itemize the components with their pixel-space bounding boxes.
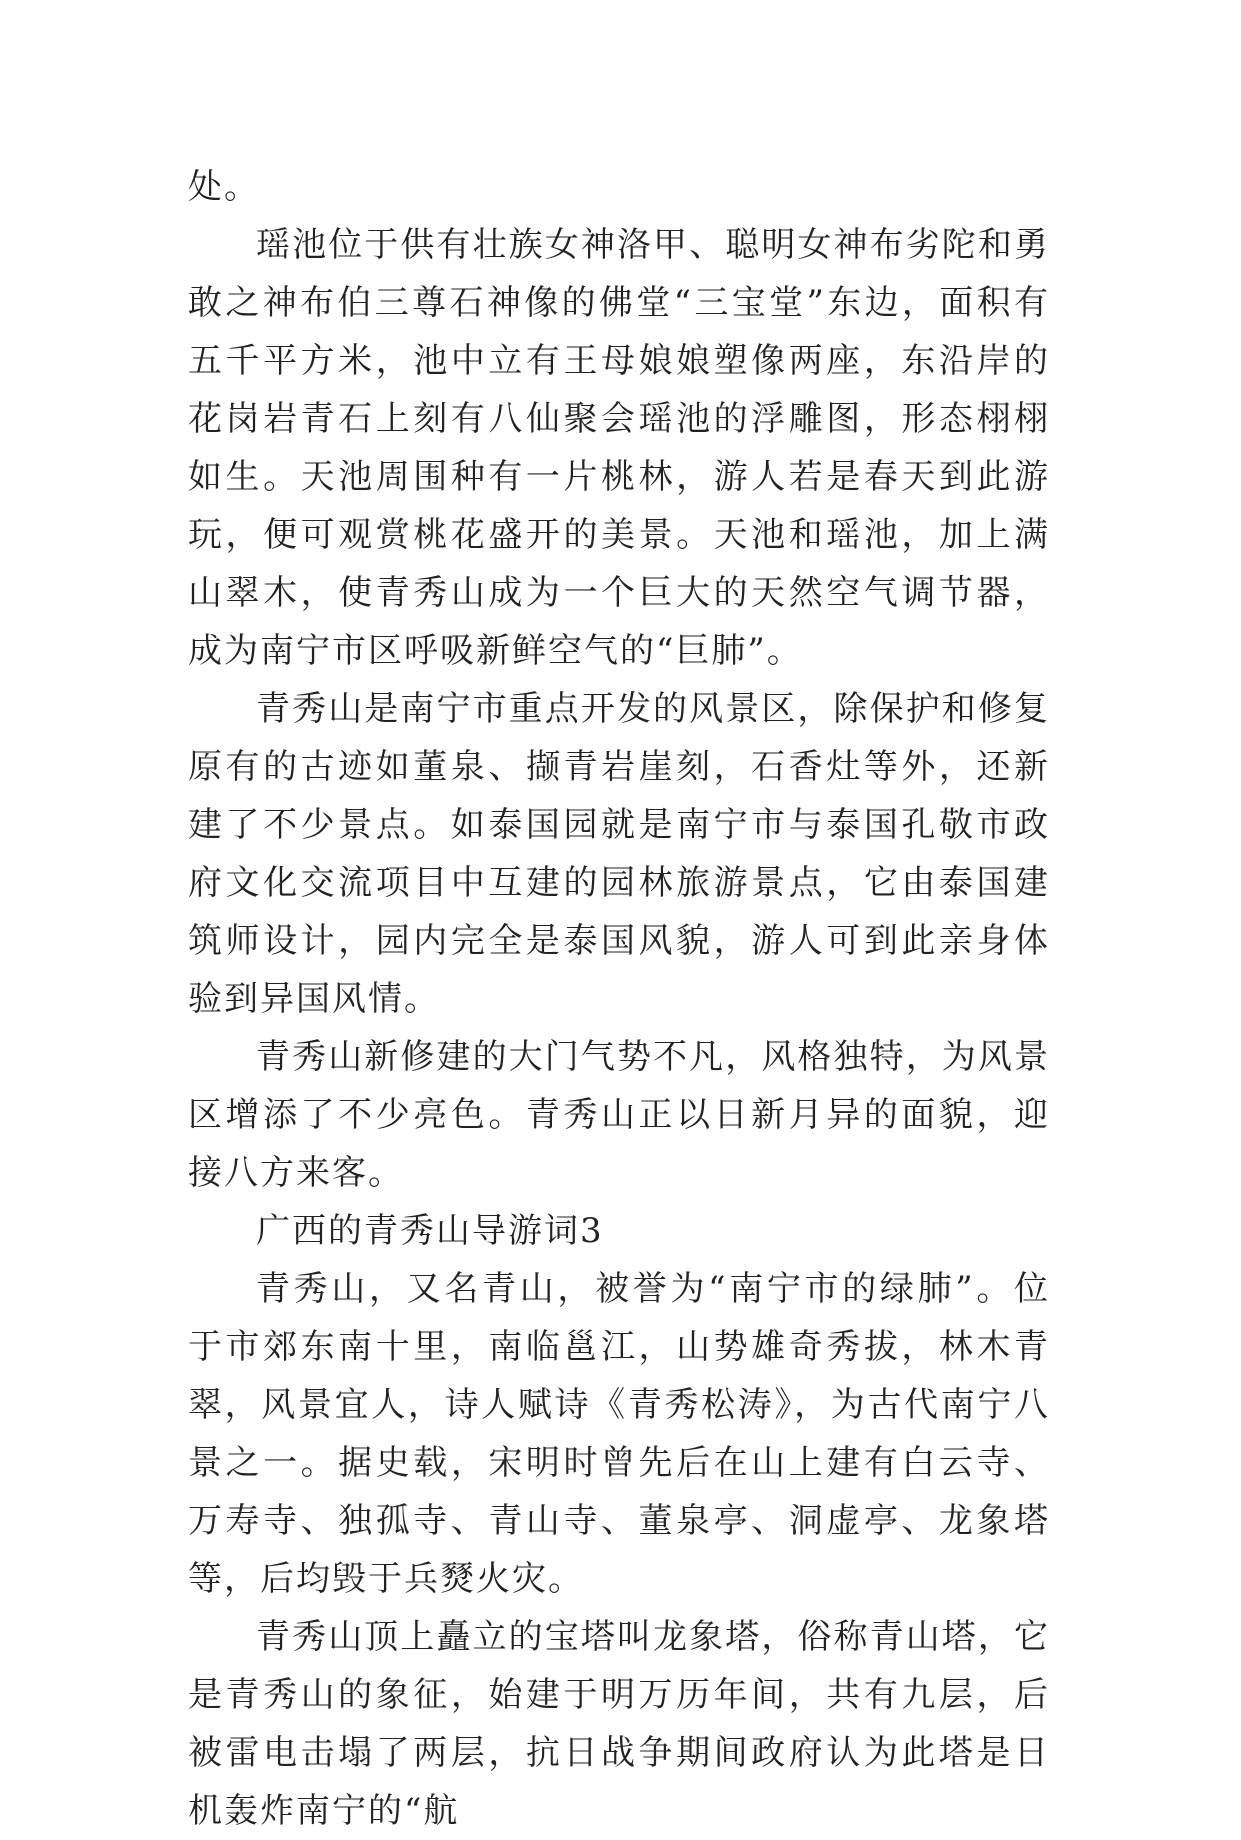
- paragraph-scenic-area: 青秀山是南宁市重点开发的风景区，除保护和修复原有的古迹如董泉、撷青岩崖刻，石香灶等外，还新建了不少景点。如泰国园就是南宁市与泰国孔敬市政府文化交流项目中互建的园林旅游景点，它由泰国建筑师设计，园内完全是泰国风貌，游人可到此亲身体验到异国风情。: [188, 689, 1050, 1019]
- paragraph-longxiang-pagoda: 青秀山顶上矗立的宝塔叫龙象塔，俗称青山塔，它是青秀山的象征，始建于明万历年间，共有九层，后被雷电击塌了两层，抗日战争期间政府认为此塔是日机轰炸南宁的“航: [188, 1617, 1050, 1831]
- paragraph-qingxiu-intro: 青秀山，又名青山，被誉为“南宁市的绿肺”。位于市郊东南十里，南临邕江，山势雄奇秀拔，林木青翠，风景宜人，诗人赋诗《青秀松涛》，为古代南宁八景之一。据史载，宋明时曾先后在山上建有白云寺、万寿寺、独孤寺、青山寺、董泉亭、洞虚亭、龙象塔等，后均毁于兵燹火灾。: [188, 1269, 1050, 1599]
- paragraph-continuation: 处。: [188, 167, 260, 207]
- paragraph-main-gate: 青秀山新修建的大门气势不凡，风格独特，为风景区增添了不少亮色。青秀山正以日新月异的面貌，迎接八方来客。: [188, 1037, 1050, 1193]
- document-body: [188, 158, 1050, 1840]
- section-heading: 广西的青秀山导游词3: [256, 1211, 604, 1251]
- paragraph-yaochi: 瑶池位于供有壮族女神洛甲、聪明女神布劣陀和勇敢之神布伯三尊石神像的佛堂“三宝堂”东边，面积有五千平方米，池中立有王母娘娘塑像两座，东沿岸的花岗岩青石上刻有八仙聚会瑶池的浮雕图，形态栩栩如生。天池周围种有一片桃林，游人若是春天到此游玩，便可观赏桃花盛开的美景。天池和瑶池，加上满山翠木，使青秀山成为一个巨大的天然空气调节器，成为南宁市区呼吸新鲜空气的“巨肺”。: [188, 225, 1050, 671]
